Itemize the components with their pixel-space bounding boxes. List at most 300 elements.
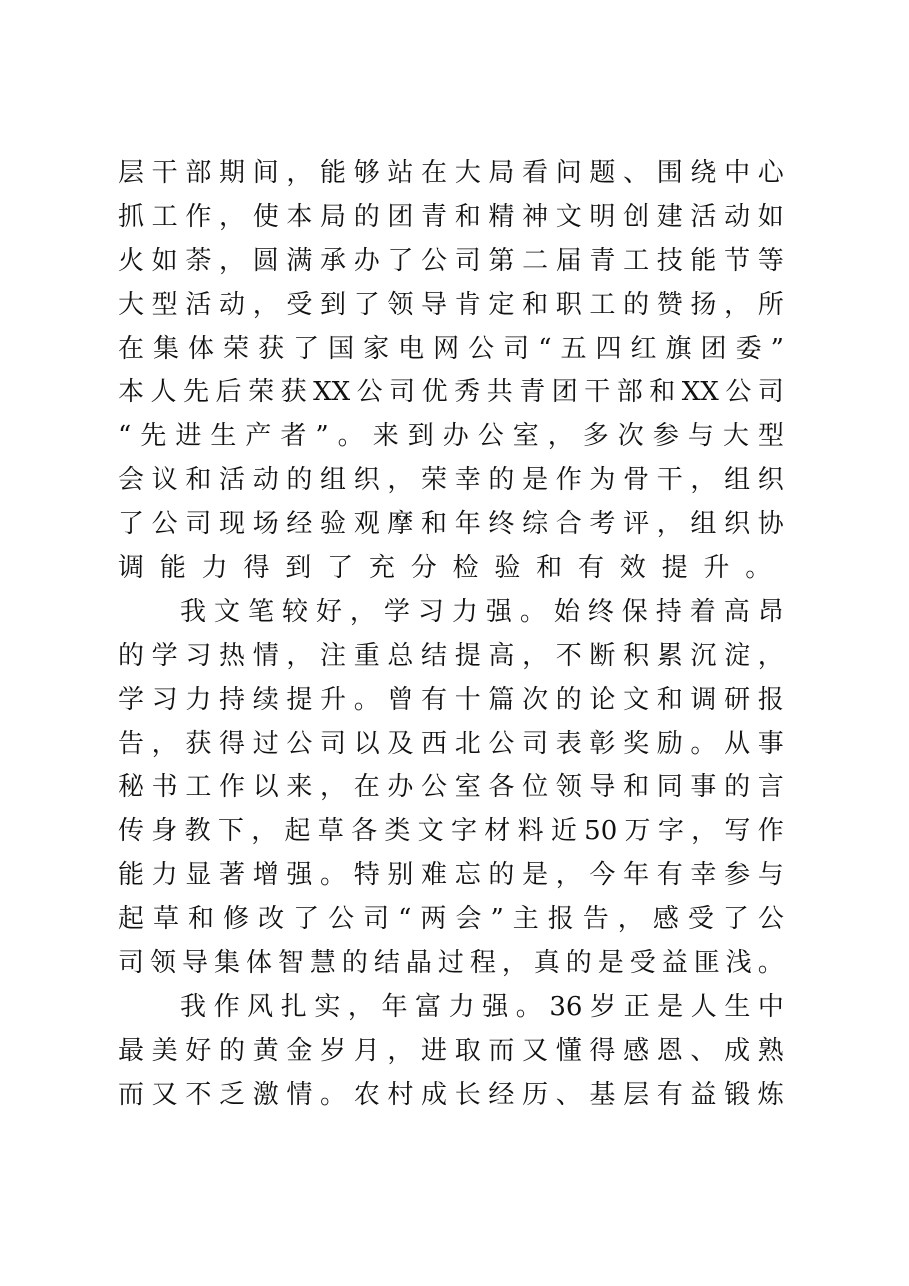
text-glyph: 领 xyxy=(149,948,176,979)
text-glyph: XX xyxy=(681,377,719,408)
text-glyph: 感 xyxy=(623,1035,650,1066)
text-glyph: 青 xyxy=(519,377,546,408)
text-glyph: 告 xyxy=(118,728,145,759)
text-glyph: 岁 xyxy=(320,1035,347,1066)
text-glyph: 人 xyxy=(150,377,177,408)
text-glyph: 是 xyxy=(597,948,624,979)
text-glyph: 了 xyxy=(387,245,414,276)
text-glyph: 类 xyxy=(384,816,411,847)
paragraph-first-line xyxy=(118,591,784,635)
text-glyph: 优 xyxy=(421,377,448,408)
text-glyph: 有 xyxy=(656,860,683,891)
text-glyph: 局 xyxy=(488,158,515,188)
text-glyph: 强 xyxy=(485,596,512,627)
text-glyph: 局 xyxy=(320,201,347,232)
text-glyph: 会 xyxy=(118,465,145,496)
text-glyph: 和 xyxy=(623,772,650,803)
text-glyph: 会 xyxy=(455,904,482,935)
text-glyph: 活 xyxy=(185,289,212,320)
text-glyph: 激 xyxy=(252,1079,279,1110)
text-glyph: 和 xyxy=(421,509,448,540)
text-glyph: 导 xyxy=(421,289,448,320)
text-glyph: ， xyxy=(286,158,313,188)
text-glyph: 司 xyxy=(389,377,416,408)
text-glyph: 大 xyxy=(454,158,481,188)
text-glyph: 事 xyxy=(690,772,717,803)
text-glyph: 者 xyxy=(280,421,307,452)
text-glyph: XX xyxy=(313,377,351,408)
text-line xyxy=(118,1030,784,1074)
text-glyph: 北 xyxy=(454,728,481,759)
text-glyph: 到 xyxy=(320,289,347,320)
text-glyph: 国 xyxy=(328,333,355,364)
text-glyph: 而 xyxy=(118,1079,145,1110)
text-glyph: 明 xyxy=(589,201,616,232)
text-glyph: 和 xyxy=(454,201,481,232)
text-glyph: 近 xyxy=(550,816,577,847)
text-glyph: 场 xyxy=(252,509,279,540)
text-glyph: 曾 xyxy=(387,684,414,715)
text-glyph: 青 xyxy=(589,245,616,276)
text-glyph: 型 xyxy=(151,289,178,320)
text-glyph: 提 xyxy=(286,684,313,715)
text-glyph: 忘 xyxy=(454,860,481,891)
text-glyph: 写 xyxy=(724,816,751,847)
text-glyph: 。 xyxy=(353,684,380,715)
text-glyph: 司 xyxy=(454,245,481,276)
text-glyph: 是 xyxy=(522,465,549,496)
text-glyph: 文 xyxy=(417,816,444,847)
text-glyph: 基 xyxy=(589,1079,616,1110)
text-glyph: 扎 xyxy=(280,991,307,1022)
text-glyph: ， xyxy=(349,596,376,627)
text-glyph: 调 xyxy=(690,684,717,715)
text-glyph: 公 xyxy=(725,377,752,408)
text-glyph: ， xyxy=(219,245,246,276)
text-glyph: 作 xyxy=(185,201,212,232)
text-glyph: 分 xyxy=(410,553,437,584)
text-glyph: 看 xyxy=(522,158,549,188)
text-glyph: 参 xyxy=(724,860,751,891)
text-glyph: 能 xyxy=(320,158,347,188)
text-glyph: 青 xyxy=(421,201,448,232)
text-glyph: 动 xyxy=(724,201,751,232)
text-glyph: 公 xyxy=(421,245,448,276)
text-glyph: 总 xyxy=(387,640,414,671)
text-glyph: 智 xyxy=(277,948,304,979)
text-glyph: 历 xyxy=(522,1079,549,1110)
text-glyph: 部 xyxy=(185,158,212,188)
text-glyph: 位 xyxy=(522,772,549,803)
text-glyph: 改 xyxy=(258,904,285,935)
text-glyph: 是 xyxy=(657,991,684,1022)
text-glyph: 公 xyxy=(477,421,504,452)
text-glyph: “ xyxy=(538,333,552,364)
text-glyph: 村 xyxy=(387,1079,414,1110)
text-glyph: 。 xyxy=(515,991,542,1022)
text-glyph: 集 xyxy=(213,948,240,979)
text-glyph: 浅 xyxy=(725,948,752,979)
text-glyph: 满 xyxy=(286,245,313,276)
text-glyph: 的 xyxy=(219,1035,246,1066)
text-glyph: 如 xyxy=(151,245,178,276)
text-glyph: 淀 xyxy=(724,640,751,671)
text-glyph: 不 xyxy=(555,640,582,671)
text-glyph: 够 xyxy=(353,158,380,188)
text-glyph: 。 xyxy=(519,596,546,627)
text-glyph: 持 xyxy=(655,596,682,627)
text-glyph: 显 xyxy=(185,860,212,891)
text-line xyxy=(118,942,784,986)
text-glyph: 和 xyxy=(649,377,676,408)
text-glyph: 组 xyxy=(320,465,347,496)
text-glyph: 以 xyxy=(252,772,279,803)
text-glyph: 来 xyxy=(286,772,313,803)
text-glyph: 观 xyxy=(353,509,380,540)
text-glyph: 司 xyxy=(522,728,549,759)
text-glyph: 和 xyxy=(188,904,215,935)
text-glyph: 获 xyxy=(280,377,307,408)
text-glyph: 积 xyxy=(623,640,650,671)
text-glyph: 办 xyxy=(442,421,469,452)
text-glyph: 作 xyxy=(555,465,582,496)
text-glyph: 身 xyxy=(151,816,178,847)
text-glyph: 司 xyxy=(185,509,212,540)
text-glyph: 奖 xyxy=(623,728,650,759)
text-glyph: 力 xyxy=(151,860,178,891)
text-glyph: 作 xyxy=(219,772,246,803)
text-glyph: 农 xyxy=(353,1079,380,1110)
text-glyph: 秀 xyxy=(454,377,481,408)
text-glyph: 大 xyxy=(722,421,749,452)
text-glyph: “ xyxy=(118,421,132,452)
text-glyph: 万 xyxy=(624,816,651,847)
text-glyph: 提 xyxy=(454,640,481,671)
text-glyph: 到 xyxy=(407,421,434,452)
text-glyph: 今 xyxy=(589,860,616,891)
text-glyph: 后 xyxy=(215,377,242,408)
text-glyph: ， xyxy=(320,772,347,803)
text-glyph: 熟 xyxy=(757,1035,784,1066)
text-glyph: 下 xyxy=(217,816,244,847)
text-glyph: 旗 xyxy=(665,333,692,364)
text-glyph: 好 xyxy=(185,1035,212,1066)
text-glyph: 书 xyxy=(151,772,178,803)
text-glyph: 好 xyxy=(315,596,342,627)
text-glyph: 肯 xyxy=(454,289,481,320)
text-glyph: 升 xyxy=(703,553,730,584)
text-glyph: 充 xyxy=(368,553,395,584)
text-glyph: 获 xyxy=(258,333,285,364)
text-glyph: 以 xyxy=(353,728,380,759)
text-glyph: 进 xyxy=(421,1035,448,1066)
text-glyph: 感 xyxy=(652,904,679,935)
text-glyph: 高 xyxy=(488,640,515,671)
text-glyph: 了 xyxy=(327,553,354,584)
text-glyph: 成 xyxy=(421,1079,448,1110)
text-glyph: 使 xyxy=(252,201,279,232)
text-glyph: 干 xyxy=(584,377,611,408)
text-glyph: 笔 xyxy=(247,596,274,627)
text-glyph: 成 xyxy=(724,1035,751,1066)
text-glyph: 提 xyxy=(661,553,688,584)
text-glyph: 升 xyxy=(320,684,347,715)
text-glyph: 学 xyxy=(151,640,178,671)
text-glyph: 节 xyxy=(724,245,751,276)
text-line xyxy=(118,854,784,898)
text-glyph: 问 xyxy=(555,158,582,188)
text-glyph: 习 xyxy=(151,684,178,715)
text-line xyxy=(118,415,784,459)
text-glyph: 验 xyxy=(320,509,347,540)
text-glyph: 的 xyxy=(341,948,368,979)
text-glyph: 程 xyxy=(469,948,496,979)
text-glyph: 励 xyxy=(656,728,683,759)
text-glyph: 岁 xyxy=(590,991,617,1022)
text-glyph: 团 xyxy=(387,201,414,232)
text-glyph: 导 xyxy=(589,772,616,803)
text-glyph: 骨 xyxy=(623,465,650,496)
text-glyph: 了 xyxy=(293,333,320,364)
text-glyph: 难 xyxy=(421,860,448,891)
text-glyph: 现 xyxy=(219,509,246,540)
text-glyph: 议 xyxy=(151,465,178,496)
text-glyph: 始 xyxy=(553,596,580,627)
text-glyph: 昂 xyxy=(757,596,784,627)
text-glyph: 是 xyxy=(522,860,549,891)
text-glyph: 型 xyxy=(757,421,784,452)
text-glyph: 到 xyxy=(285,553,312,584)
text-glyph: 文 xyxy=(213,596,240,627)
text-glyph: 体 xyxy=(188,333,215,364)
text-glyph: 持 xyxy=(219,684,246,715)
text-glyph: 抓 xyxy=(118,201,145,232)
text-glyph: 组 xyxy=(724,465,751,496)
text-glyph: ， xyxy=(251,816,278,847)
text-glyph: 先 xyxy=(140,421,167,452)
text-glyph: 年 xyxy=(381,991,408,1022)
text-glyph: 益 xyxy=(690,1079,717,1110)
text-glyph: 承 xyxy=(320,245,347,276)
text-glyph: 而 xyxy=(488,1035,515,1066)
text-glyph: ， xyxy=(724,289,751,320)
text-glyph: 作 xyxy=(757,816,784,847)
text-glyph: 、 xyxy=(623,158,650,188)
text-glyph: 协 xyxy=(757,509,784,540)
text-glyph: 受 xyxy=(286,289,313,320)
text-glyph: 的 xyxy=(286,465,313,496)
text-glyph: 实 xyxy=(314,991,341,1022)
text-glyph: 电 xyxy=(398,333,425,364)
text-glyph: 修 xyxy=(223,904,250,935)
text-glyph: 力 xyxy=(451,596,478,627)
text-glyph: 慧 xyxy=(309,948,336,979)
text-glyph: 绕 xyxy=(690,158,717,188)
text-glyph: 公 xyxy=(286,728,313,759)
text-glyph: 结 xyxy=(373,948,400,979)
text-glyph: 层 xyxy=(118,158,145,188)
text-glyph: 参 xyxy=(652,421,679,452)
text-glyph: 在 xyxy=(118,333,145,364)
text-glyph: 公 xyxy=(488,728,515,759)
text-glyph: 与 xyxy=(687,421,714,452)
text-glyph: 如 xyxy=(757,201,784,232)
text-glyph: 。 xyxy=(320,1079,347,1110)
text-glyph: 和 xyxy=(536,553,563,584)
text-glyph: 强 xyxy=(482,991,509,1022)
text-glyph: 晶 xyxy=(405,948,432,979)
text-glyph: 在 xyxy=(421,158,448,188)
text-glyph: 本 xyxy=(118,377,145,408)
text-glyph: ” xyxy=(770,333,784,364)
text-glyph: 益 xyxy=(661,948,688,979)
text-glyph: 着 xyxy=(689,596,716,627)
text-glyph: 公 xyxy=(421,772,448,803)
text-glyph: 精 xyxy=(488,201,515,232)
text-glyph: 情 xyxy=(252,640,279,671)
text-glyph: 共 xyxy=(486,377,513,408)
text-glyph: 公 xyxy=(468,333,495,364)
text-glyph: 织 xyxy=(353,465,380,496)
text-glyph: 题 xyxy=(589,158,616,188)
text-glyph: 传 xyxy=(118,816,145,847)
text-glyph: 月 xyxy=(353,1035,380,1066)
text-glyph: 体 xyxy=(245,948,272,979)
text-glyph: 匪 xyxy=(693,948,720,979)
text-glyph: 司 xyxy=(363,904,390,935)
text-glyph: 领 xyxy=(387,289,414,320)
text-line xyxy=(118,635,784,679)
text-glyph: 过 xyxy=(437,948,464,979)
text-glyph: 起 xyxy=(284,816,311,847)
text-glyph: 摩 xyxy=(387,509,414,540)
text-glyph: 幸 xyxy=(690,860,717,891)
text-glyph: 炼 xyxy=(757,1079,784,1110)
text-glyph: ， xyxy=(219,201,246,232)
text-glyph: 报 xyxy=(757,684,784,715)
text-glyph: 。 xyxy=(757,948,784,979)
text-glyph: 作 xyxy=(213,991,240,1022)
text-glyph: 公 xyxy=(757,904,784,935)
text-glyph: 红 xyxy=(630,333,657,364)
text-line xyxy=(118,1074,784,1118)
text-glyph: 金 xyxy=(286,1035,313,1066)
text-glyph: 经 xyxy=(286,509,313,540)
text-glyph: 围 xyxy=(656,158,683,188)
text-glyph: 职 xyxy=(555,289,582,320)
text-glyph: 及 xyxy=(387,728,414,759)
text-glyph: 室 xyxy=(512,421,539,452)
text-glyph: 荼 xyxy=(185,245,212,276)
text-glyph: 。 xyxy=(690,728,717,759)
text-glyph: ， xyxy=(151,728,178,759)
text-glyph: 力 xyxy=(201,553,228,584)
text-glyph: 干 xyxy=(151,158,178,188)
text-glyph: 受 xyxy=(629,948,656,979)
text-glyph: 产 xyxy=(245,421,272,452)
text-glyph: 的 xyxy=(488,465,515,496)
text-glyph: 在 xyxy=(353,772,380,803)
text-glyph: 又 xyxy=(151,1079,178,1110)
text-glyph: 扬 xyxy=(690,289,717,320)
text-glyph: 等 xyxy=(757,245,784,276)
text-glyph: 荣 xyxy=(248,377,275,408)
text-glyph: 心 xyxy=(757,158,784,188)
text-glyph: 赞 xyxy=(656,289,683,320)
text-glyph: 集 xyxy=(153,333,180,364)
text-glyph: 力 xyxy=(185,684,212,715)
text-glyph: 年 xyxy=(454,509,481,540)
text-glyph: 工 xyxy=(185,772,212,803)
text-glyph: 生 xyxy=(724,991,751,1022)
text-glyph: ， xyxy=(757,640,784,671)
text-glyph: 注 xyxy=(320,640,347,671)
text-glyph: 考 xyxy=(589,509,616,540)
text-line xyxy=(118,679,784,723)
text-glyph: 司 xyxy=(118,948,145,979)
text-glyph: 技 xyxy=(656,245,683,276)
text-line xyxy=(118,898,784,942)
text-glyph: 站 xyxy=(387,158,414,188)
text-glyph: 最 xyxy=(118,1035,145,1066)
text-glyph: 能 xyxy=(118,860,145,891)
text-glyph: 又 xyxy=(522,1035,549,1066)
text-glyph: 工 xyxy=(623,245,650,276)
text-glyph: ， xyxy=(522,640,549,671)
text-glyph: 期 xyxy=(219,158,246,188)
text-glyph: 真 xyxy=(533,948,560,979)
text-glyph: 所 xyxy=(757,289,784,320)
text-glyph: 工 xyxy=(151,201,178,232)
text-glyph: 、 xyxy=(690,1035,717,1066)
text-glyph: 次 xyxy=(522,684,549,715)
text-glyph: 司 xyxy=(503,333,530,364)
text-glyph: 热 xyxy=(219,640,246,671)
text-glyph: 习 xyxy=(417,596,444,627)
text-glyph: 长 xyxy=(454,1079,481,1110)
text-glyph: 团 xyxy=(551,377,578,408)
text-glyph: 公 xyxy=(151,509,178,540)
text-glyph: 事 xyxy=(757,728,784,759)
text-glyph: 组 xyxy=(690,509,717,540)
text-glyph: 著 xyxy=(219,860,246,891)
text-glyph: 有 xyxy=(577,553,604,584)
text-glyph: 强 xyxy=(286,860,313,891)
text-glyph: 。 xyxy=(337,421,364,452)
text-glyph: 了 xyxy=(118,509,145,540)
text-glyph: ， xyxy=(691,816,718,847)
text-glyph: 不 xyxy=(185,1079,212,1110)
text-glyph: 习 xyxy=(185,640,212,671)
text-glyph: 沉 xyxy=(690,640,717,671)
text-glyph: 报 xyxy=(547,904,574,935)
document-body xyxy=(118,152,784,1118)
text-glyph: 部 xyxy=(616,377,643,408)
text-glyph: ， xyxy=(387,1035,414,1066)
text-glyph: 终 xyxy=(488,509,515,540)
text-glyph: ， xyxy=(690,465,717,496)
text-glyph: 篇 xyxy=(488,684,515,715)
text-glyph: 届 xyxy=(555,245,582,276)
text-glyph: 字 xyxy=(450,816,477,847)
text-glyph: 乏 xyxy=(219,1079,246,1110)
text-glyph: 经 xyxy=(488,1079,515,1110)
text-glyph: 了 xyxy=(722,904,749,935)
text-glyph: 家 xyxy=(363,333,390,364)
text-glyph: 司 xyxy=(757,377,784,408)
text-glyph: 十 xyxy=(454,684,481,715)
text-glyph: 两 xyxy=(420,904,447,935)
